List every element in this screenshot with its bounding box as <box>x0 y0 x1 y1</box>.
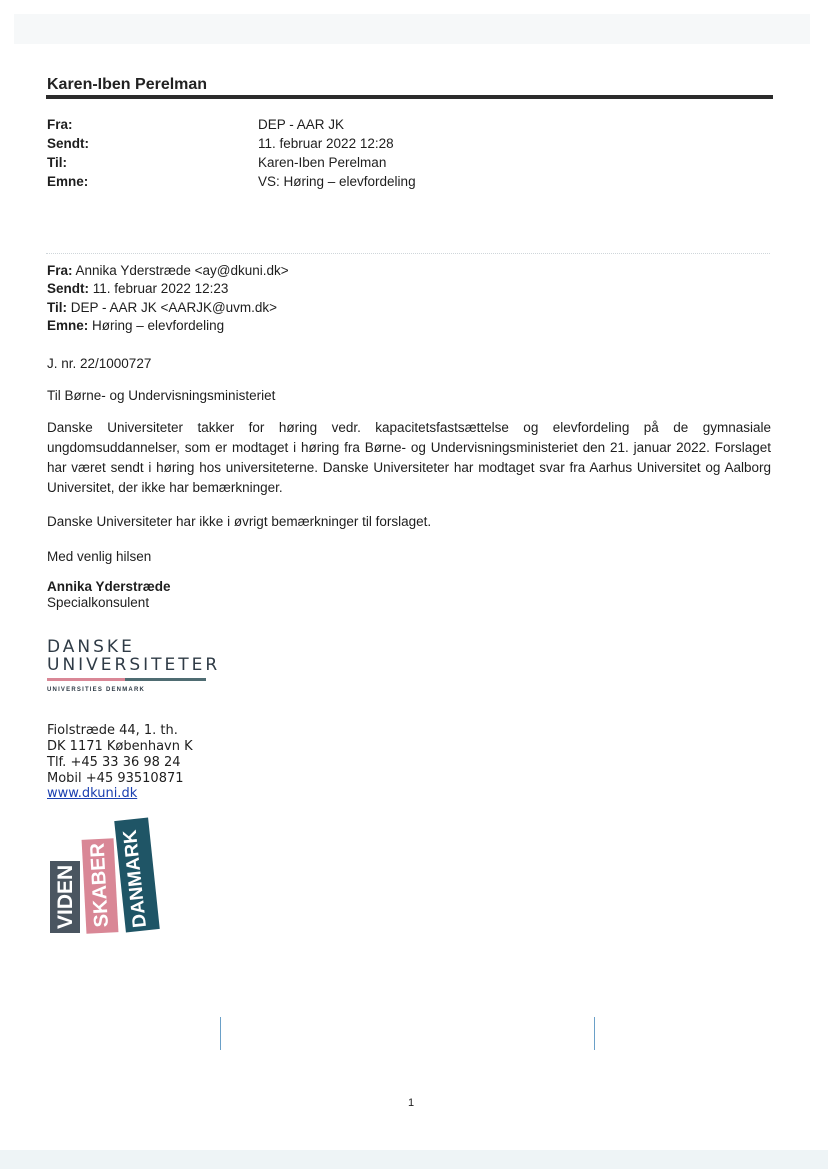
case-number: J. nr. 22/1000727 <box>47 356 152 371</box>
body-paragraph-2: Danske Universiteter har ikke i øvrigt bemærkninger til forslaget. <box>47 514 432 529</box>
salutation: Til Børne- og Undervisningsministeriet <box>47 388 276 403</box>
fwd-to-line <box>47 300 277 315</box>
logo-universiteter: UNIVERSITETER <box>47 655 221 675</box>
scan-mark-left <box>220 1017 221 1050</box>
sent-value: 11. februar 2022 12:28 <box>258 136 394 151</box>
closing: Med venlig hilsen <box>47 549 152 564</box>
sent-label: Sendt: <box>47 136 89 151</box>
forward-separator <box>46 253 770 254</box>
body-paragraph-1: Danske Universiteter takker for høring vedr. kapacitetsfastsættelse og elevfordeling på de gymnasiale ungdomsuddannelser, som er modtaget i høring fra Børne- og Undervisningsministeriet den 21. januar 2022. Forslaget har været sendt i høring hos universiteterne. Danske Universiteter har modtaget svar fra Aarhus Universitet og Aalborg Universitet, der ikke har bemærkninger. <box>47 420 771 495</box>
scan-top-band <box>14 14 810 44</box>
fwd-to-value: DEP - AAR JK <AARJK@uvm.dk> <box>70 300 278 315</box>
from-value: DEP - AAR JK <box>258 117 345 132</box>
to-label: Til: <box>47 155 67 170</box>
from-label: Fra: <box>47 117 73 132</box>
signature-title: Specialkonsulent <box>47 595 150 610</box>
to-value: Karen-Iben Perelman <box>258 155 387 170</box>
page-number: 1 <box>408 1097 415 1109</box>
stamp-word-danmark: DANMARK <box>119 828 151 929</box>
logo-bar-gray <box>125 678 206 681</box>
scan-mark-right <box>594 1017 595 1050</box>
fwd-from-label: Fra: <box>47 263 73 278</box>
stamp-word-skaber: SKABER <box>86 842 113 928</box>
fwd-subject-value: Høring – elevfordeling <box>92 318 225 333</box>
fwd-sent-line <box>47 281 228 296</box>
logo-universities-denmark: UNIVERSITIES DENMARK <box>47 687 146 693</box>
fwd-sent-label: Sendt: <box>47 281 89 296</box>
logo-danske: DANSKE <box>47 637 135 657</box>
website-link[interactable]: www.dkuni.dk <box>47 786 138 801</box>
fwd-sent-value: 11. februar 2022 12:23 <box>92 281 229 296</box>
mailbox-owner-name: Karen-Iben Perelman <box>47 76 208 93</box>
viden-skaber-danmark-logo <box>46 815 166 935</box>
signature-name: Annika Yderstræde <box>47 579 171 594</box>
fwd-subject-label: Emne: <box>47 318 89 333</box>
subject-label: Emne: <box>47 174 89 189</box>
subject-value: VS: Høring – elevfordeling <box>258 174 416 189</box>
address-city: DK 1171 København K <box>47 739 193 754</box>
scan-bottom-band <box>0 1150 828 1169</box>
fwd-subject-line <box>47 318 224 333</box>
logo-bar-pink <box>47 678 125 681</box>
fwd-from-value: Annika Yderstræde <ay@dkuni.dk> <box>75 263 289 278</box>
address-street: Fiolstræde 44, 1. th. <box>47 723 178 738</box>
fwd-to-label: Til: <box>47 300 67 315</box>
fwd-from-line <box>47 263 289 278</box>
stamp-word-viden: VIDEN <box>54 864 77 929</box>
mobile: Mobil +45 93510871 <box>47 771 184 786</box>
header-rule <box>46 95 773 99</box>
phone: Tlf. +45 33 36 98 24 <box>47 755 181 770</box>
